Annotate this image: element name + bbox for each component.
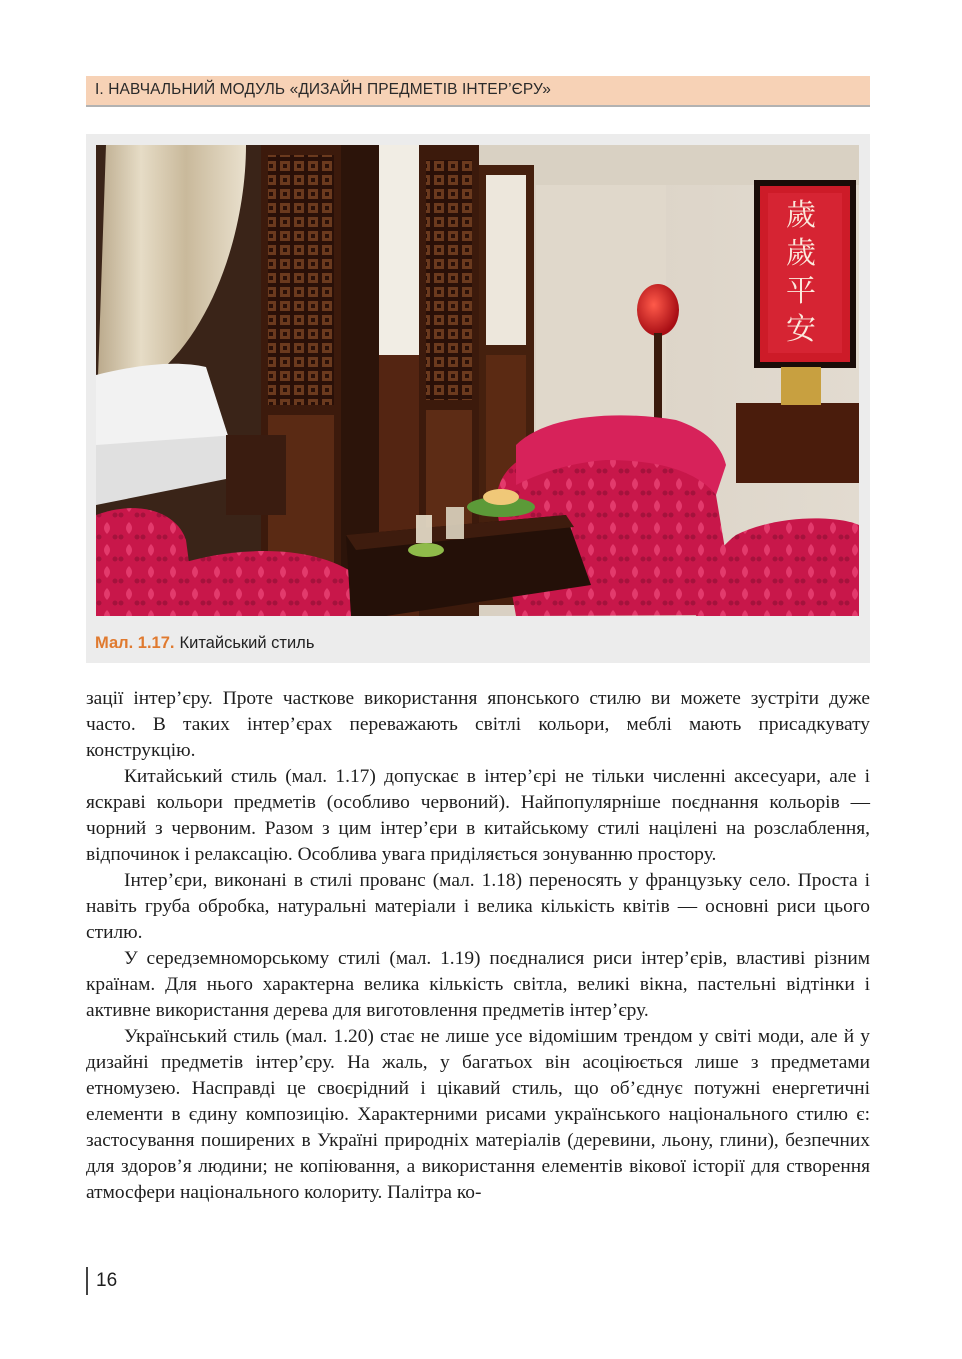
figure-caption-text: Китайський стиль	[179, 634, 315, 652]
sign-glyph-1: 歲歲平安	[786, 198, 816, 347]
chinese-interior-photo	[96, 145, 859, 616]
paragraph: Український стиль (мал. 1.20) стає не лише усе відомішим трендом у світі моди, але й у дизайні предметів інтер’єру. На жаль, у багатьох він асоціюється лише з предметами етномузею. Насправді це своєрідний і цікавий стиль, що об’єднує потужні енергетичні елементи в єдину композицію. Характерними рисами українського національного стилю є: застосування поширених в Україні природніх матеріалів (деревини, льону, глини), безпечних для здоров’я людини; не копіювання, а використання елементів вікової історії для створення атмосфери національного колориту. Палітра ко-	[86, 1026, 870, 1203]
running-header	[86, 76, 870, 107]
paragraph: Китайський стиль (мал. 1.17) допускає в інтер’єрі не тільки численні аксесуари, але і яскраві кольори предметів (особливо червоний). Найпопулярніше поєднання кольорів — чорний з червоним. Разом з цим інтер’єри в китайському стилі націлені на розслаблення, відпочинок і релаксацію. Особлива увага приділяється зонуванню простору.	[86, 766, 870, 865]
header-title: І. НАВЧАЛЬНИЙ МОДУЛЬ «ДИЗАЙН ПРЕДМЕТІВ ІНТЕР’ЄРУ»	[95, 81, 551, 98]
figure-number: Мал. 1.17.	[95, 634, 175, 652]
paragraph: Інтер’єри, виконані в стилі прованс (мал. 1.18) переносять у французьку село. Проста і навіть груба обробка, натуральні матеріали і велика кількість квітів — основні риси цього стилю.	[86, 870, 870, 943]
body-text	[86, 686, 870, 1206]
figure	[86, 134, 870, 663]
paragraph: У середземноморському стилі (мал. 1.19) поєдналися риси інтер’єрів, властиві різним країнам. Для нього характерна велика кількість світла, великі вікна, пастельні відтінки і активне використання дерева для виготовлення предметів інтер’єру.	[86, 948, 870, 1021]
figure-caption	[95, 634, 314, 653]
page-number-rule	[86, 1267, 88, 1295]
page-number: 16	[96, 1270, 118, 1291]
paragraph: зації інтер’єру. Проте часткове використання японського стилю ви можете зустріти дуже часто. В таких інтер’єрах переважають світлі кольори, меблі мають присадкувату конструкцію.	[86, 688, 870, 761]
